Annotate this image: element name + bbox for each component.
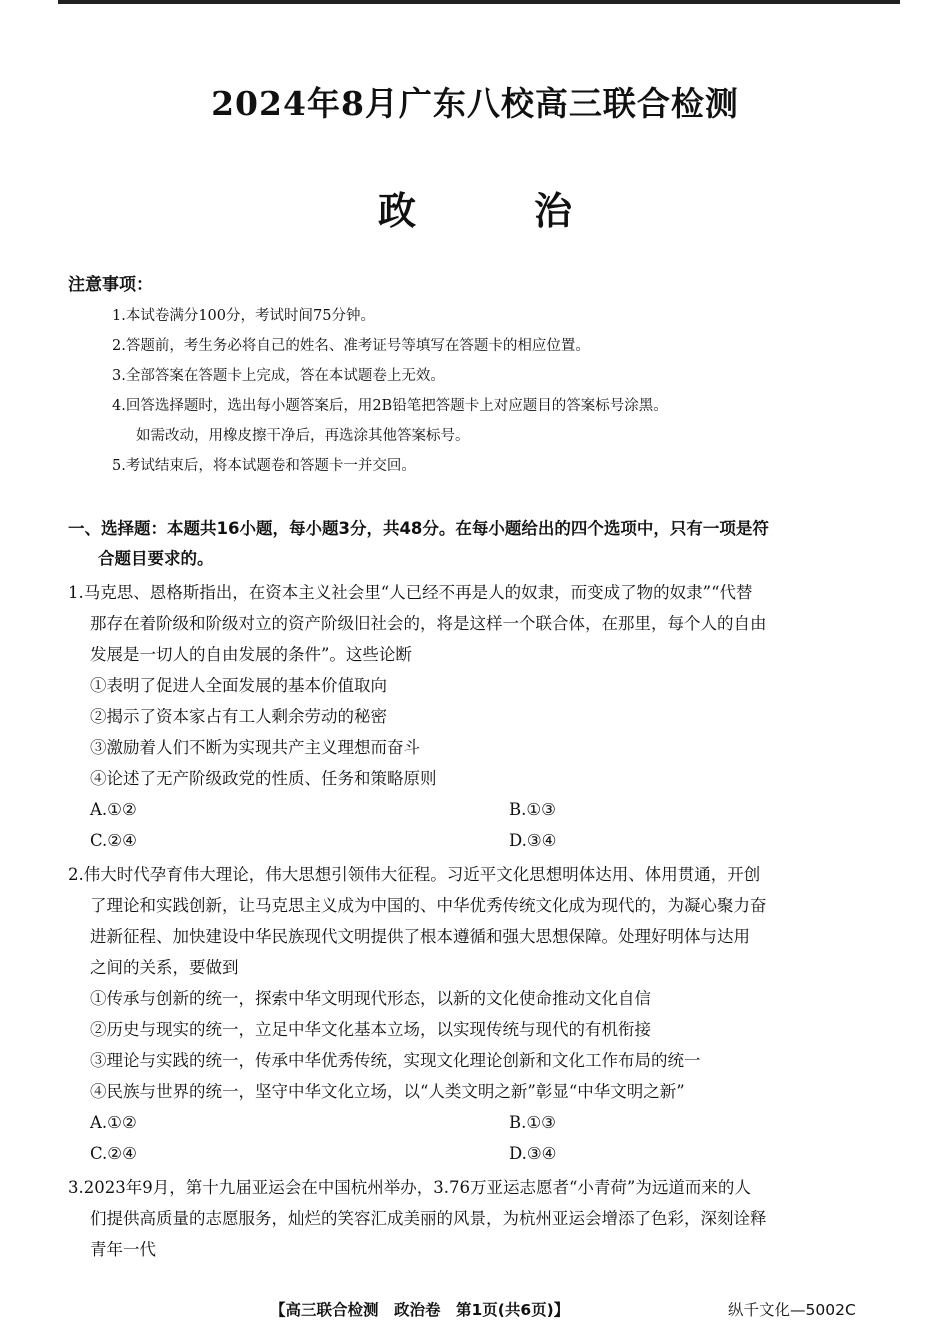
section-heading-line: 一、选择题：本题共16小题，每小题3分，共48分。在每小题给出的四个选项中，只有一项是符	[68, 519, 769, 538]
notice-item: 2.答题前，考生务必将自己的姓名、准考证号等填写在答题卡的相应位置。	[112, 338, 590, 354]
question-stem-line: 青年一代	[90, 1240, 156, 1259]
question-stem-line: 们提供高质量的志愿服务，灿烂的笑容汇成美丽的风景，为杭州亚运会增添了色彩，深刻诠释	[90, 1209, 767, 1228]
choice-d: D.③④	[509, 1144, 557, 1163]
answer-choices	[68, 1138, 898, 1169]
question-stem-line: 2.伟大时代孕育伟大理论，伟大思想引领伟大征程。习近平文化思想明体达用、体用贯通，开创	[68, 865, 761, 884]
question-stem-line: 那存在着阶级和阶级对立的资产阶级旧社会的，将是这样一个联合体，在那里，每个人的自由	[90, 614, 767, 633]
statement-option: ④论述了无产阶级政党的性质、任务和策略原则	[90, 769, 437, 788]
subject-title: 政 治	[377, 189, 612, 233]
notice-item: 如需改动，用橡皮擦干净后，再选涂其他答案标号。	[136, 428, 470, 444]
statement-option: ①表明了促进人全面发展的基本价值取向	[90, 676, 387, 695]
question-stem-line: 1.马克思、恩格斯指出，在资本主义社会里“人已经不再是人的奴隶，而变成了物的奴隶”“代替	[68, 583, 753, 602]
statement-option: ③激励着人们不断为实现共产主义理想而奋斗	[90, 738, 420, 757]
question-stem-line: 之间的关系，要做到	[90, 958, 239, 977]
page-footer: 【高三联合检测 政治卷 第1页(共6页)】	[270, 1301, 570, 1319]
answer-choices	[68, 1107, 898, 1138]
choice-b: B.①③	[509, 800, 556, 819]
notice-item: 5.考试结束后，将本试题卷和答题卡一并交回。	[112, 458, 416, 474]
choice-a: A.①②	[90, 1113, 137, 1132]
statement-option: ③理论与实践的统一，传承中华优秀传统，实现文化理论创新和文化工作布局的统一	[90, 1051, 701, 1070]
notice-item: 1.本试卷满分100分，考试时间75分钟。	[112, 308, 375, 324]
section-heading	[68, 514, 888, 574]
question-1	[68, 577, 898, 856]
notice-item: 3.全部答案在答题卡上完成，答在本试题卷上无效。	[112, 368, 445, 384]
statement-option: ②揭示了资本家占有工人剩余劳动的秘密	[90, 707, 387, 726]
section-heading-line: 合题目要求的。	[98, 549, 214, 568]
publisher-code: 纵千文化—5002C	[728, 1301, 856, 1319]
choice-b: B.①③	[509, 1113, 556, 1132]
question-stem-line: 发展是一切人的自由发展的条件”。这些论断	[90, 645, 412, 664]
choice-c: C.②④	[90, 1144, 137, 1163]
top-rule	[58, 0, 900, 4]
answer-choices	[68, 825, 898, 856]
choice-a: A.①②	[90, 800, 137, 819]
exam-title: 2024年8月广东八校高三联合检测	[211, 84, 739, 123]
choice-d: D.③④	[509, 831, 557, 850]
question-2	[68, 859, 898, 1169]
notice-list	[112, 301, 902, 481]
answer-choices	[68, 794, 898, 825]
question-3	[68, 1172, 898, 1265]
notice-heading: 注意事项：	[68, 275, 153, 295]
choice-c: C.②④	[90, 831, 137, 850]
statement-option: ②历史与现实的统一，立足中华文化基本立场，以实现传统与现代的有机衔接	[90, 1020, 651, 1039]
notice-item: 4.回答选择题时，选出每小题答案后，用2B铅笔把答题卡上对应题目的答案标号涂黑。	[112, 398, 668, 414]
statement-option: ④民族与世界的统一，坚守中华文化立场，以“人类文明之新”彰显“中华文明之新”	[90, 1082, 685, 1101]
question-stem-line: 了理论和实践创新，让马克思主义成为中国的、中华优秀传统文化成为现代的，为凝心聚力奋	[90, 896, 767, 915]
question-stem-line: 3.2023年9月，第十九届亚运会在中国杭州举办，3.76万亚运志愿者“小青荷”为远道而来的人	[68, 1178, 751, 1197]
question-stem-line: 进新征程、加快建设中华民族现代文明提供了根本遵循和强大思想保障。处理好明体与达用	[90, 927, 750, 946]
statement-option: ①传承与创新的统一，探索中华文明现代形态，以新的文化使命推动文化自信	[90, 989, 651, 1008]
